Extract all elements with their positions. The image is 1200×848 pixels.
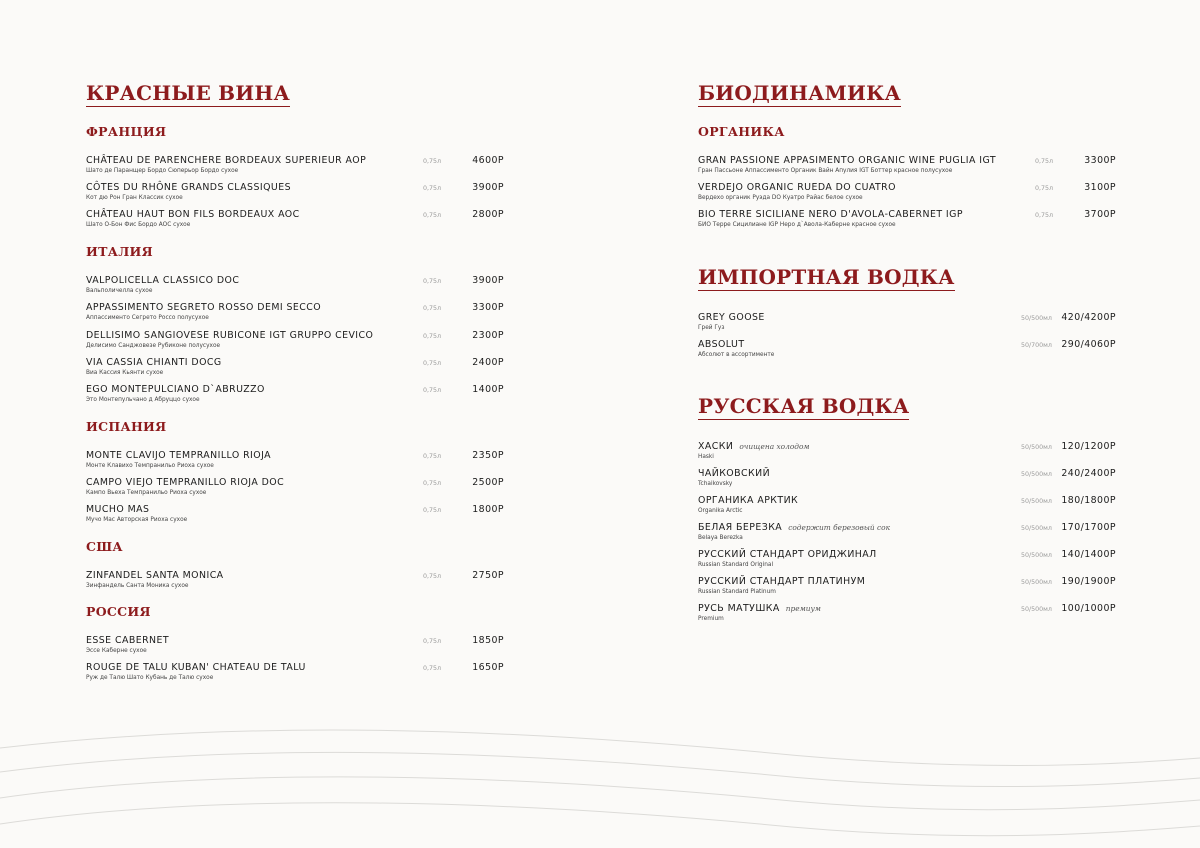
menu-item (86, 275, 504, 299)
category-france: ФРАНЦИЯ (86, 124, 167, 139)
item-price: 420/4200Р (1061, 312, 1116, 323)
item-note: содержит березовый сок (788, 523, 890, 532)
item-price: 240/2400Р (1061, 468, 1116, 479)
item-name: GRAN PASSIONE APPASIMENTO ORGANIC WINE PUGLIA IGT (698, 155, 997, 166)
item-volume: 0,75л (423, 387, 442, 394)
item-name: APPASSIMENTO SEGRETO ROSSO DEMI SECCO (86, 302, 322, 313)
item-volume: 0,75л (423, 158, 442, 165)
item-name: BIO TERRE SICILIANE NERO D'AVOLA-CABERNET IGP (698, 209, 963, 220)
item-subtitle: Organika Arctic (698, 508, 743, 514)
item-name: CÔTES DU RHÔNE GRANDS CLASSIQUES (86, 182, 291, 193)
item-subtitle: Делисимо Санджовезе Рубиконе полусухое (86, 343, 221, 349)
item-price: 1850Р (472, 635, 504, 646)
item-volume: 50/500мл (1021, 444, 1052, 451)
item-name: ROUGE DE TALU KUBAN' CHATEAU DE TALU (86, 662, 306, 673)
item-subtitle: Виа Кассия Кьянти сухое (86, 370, 164, 376)
item-price: 140/1400Р (1061, 549, 1116, 560)
menu-item (698, 549, 1116, 573)
category-usa: США (86, 539, 123, 554)
wave-line (0, 803, 1200, 836)
item-name: ESSE CABERNET (86, 635, 170, 646)
menu-item (698, 468, 1116, 492)
item-price: 3700Р (1084, 209, 1116, 220)
item-name: РУСЬ МАТУШКА премиум (698, 603, 821, 614)
item-subtitle: Кот дю Рон Гран Классик сухое (86, 195, 183, 201)
item-price: 2300Р (472, 330, 504, 341)
item-name: РУССКИЙ СТАНДАРТ ПЛАТИНУМ (698, 576, 866, 587)
menu-item (86, 384, 504, 408)
menu-item (86, 504, 504, 528)
item-subtitle: Абсолют в ассортименте (698, 352, 775, 358)
item-note: премиум (785, 604, 821, 613)
menu-item (698, 576, 1116, 600)
item-volume: 0,75л (423, 665, 442, 672)
item-price: 2800Р (472, 209, 504, 220)
menu-item (86, 357, 504, 381)
item-note: очищена холодом (739, 442, 810, 451)
item-volume: 50/500мл (1021, 552, 1052, 559)
item-volume: 50/500мл (1021, 498, 1052, 505)
item-price: 180/1800Р (1061, 495, 1116, 506)
menu-item (698, 155, 1116, 179)
item-subtitle: Шато О-Бон Фис Бордо АОС сухое (86, 222, 191, 228)
menu-item (86, 635, 504, 659)
item-subtitle: Руж де Талю Шато Кубань де Талю сухое (86, 675, 214, 681)
item-subtitle: Зинфандель Санта Моника сухое (86, 583, 189, 589)
item-volume: 50/500мл (1021, 606, 1052, 613)
menu-item (86, 302, 504, 326)
item-name: VALPOLICELLA CLASSICO DOC (86, 275, 240, 286)
item-name: ХАСКИ очищена холодом (698, 441, 810, 452)
menu-item (698, 603, 1116, 627)
category-organic: ОРГАНИКА (698, 124, 785, 139)
category-russia: РОССИЯ (86, 604, 151, 619)
item-subtitle: Мучо Мас Авторская Риоха сухое (86, 517, 188, 523)
menu-item (86, 450, 504, 474)
section-title-red-wines: КРАСНЫЕ ВИНА (86, 81, 290, 105)
item-name: ОРГАНИКА АРКТИК (698, 495, 799, 506)
item-volume: 0,75л (1035, 212, 1054, 219)
menu-item (86, 155, 504, 179)
item-price: 1400Р (472, 384, 504, 395)
category-italy: ИТАЛИЯ (86, 244, 153, 259)
item-price: 3900Р (472, 182, 504, 193)
item-name: БЕЛАЯ БЕРЕЗКА содержит березовый сок (698, 522, 890, 533)
item-subtitle: Это Монтепульчано д Абруццо сухое (86, 397, 200, 403)
item-price: 190/1900Р (1061, 576, 1116, 587)
item-name: DELLISIMO SANGIOVESE RUBICONE IGT GRUPPO CEVICO (86, 330, 374, 341)
menu-item (698, 312, 1116, 336)
item-name: CAMPO VIEJO TEMPRANILLO RIOJA DOC (86, 477, 285, 488)
item-price: 100/1000Р (1061, 603, 1116, 614)
item-subtitle: Russian Standard Platinum (698, 589, 776, 595)
item-volume: 50/500мл (1021, 525, 1052, 532)
item-price: 170/1700Р (1061, 522, 1116, 533)
item-volume: 50/500мл (1021, 579, 1052, 586)
menu-item (698, 182, 1116, 206)
item-subtitle: Аппассименто Сегрето Россо полусухое (86, 315, 209, 321)
menu-item (698, 441, 1116, 465)
item-subtitle: Гран Пассьоне Аппассименто Органик Вайн Апулия IGT Боттер красное полусухое (698, 168, 953, 174)
item-volume: 0,75л (423, 573, 442, 580)
item-subtitle: БИО Терре Сицилиане IGP Неро д`Авола-Каберне красное сухое (698, 222, 896, 228)
menu-item (698, 339, 1116, 363)
item-volume: 0,75л (1035, 158, 1054, 165)
item-name: MONTE CLAVIJO TEMPRANILLO RIOJA (86, 450, 272, 461)
item-price: 4600Р (472, 155, 504, 166)
item-price: 3100Р (1084, 182, 1116, 193)
item-volume: 0,75л (423, 278, 442, 285)
item-volume: 0,75л (423, 507, 442, 514)
item-volume: 50/500мл (1021, 471, 1052, 478)
menu-item (86, 662, 504, 686)
item-subtitle: Tchaikovsky (698, 481, 733, 487)
item-name: EGO MONTEPULCIANO D`ABRUZZO (86, 384, 265, 395)
item-subtitle: Шато де Паранщер Бордо Сюперьор Бордо сухое (86, 168, 239, 174)
item-volume: 0,75л (423, 638, 442, 645)
item-volume: 0,75л (423, 185, 442, 192)
item-subtitle: Russian Standard Original (698, 562, 774, 568)
item-price: 2350Р (472, 450, 504, 461)
item-subtitle: Belaya Berezka (698, 535, 743, 541)
wave-line (0, 777, 1200, 810)
item-price: 1800Р (472, 504, 504, 515)
item-price: 120/1200Р (1061, 441, 1116, 452)
wave-line (0, 730, 1200, 765)
item-price: 3300Р (1084, 155, 1116, 166)
menu-item (86, 477, 504, 501)
item-subtitle: Эссе Каберне сухое (86, 648, 147, 654)
item-name: ABSOLUT (698, 339, 745, 350)
item-name: РУССКИЙ СТАНДАРТ ОРИДЖИНАЛ (698, 549, 877, 560)
item-name: VIA CASSIA CHIANTI DOCG (86, 357, 222, 368)
item-price: 2500Р (472, 477, 504, 488)
item-name: ZINFANDEL SANTA MONICA (86, 570, 224, 581)
item-name: VERDEJO ORGANIC RUEDA DO CUATRO (698, 182, 896, 193)
item-price: 2750Р (472, 570, 504, 581)
item-subtitle: Вальполичелла сухое (86, 288, 153, 294)
item-price: 290/4060Р (1061, 339, 1116, 350)
item-subtitle: Монте Клавихо Темпранильо Риоха сухое (86, 463, 214, 469)
item-name: CHÂTEAU DE PARENCHERE BORDEAUX SUPERIEUR AOP (86, 155, 367, 166)
item-name: CHÂTEAU HAUT BON FILS BORDEAUX AOC (86, 209, 300, 220)
item-price: 3900Р (472, 275, 504, 286)
item-name: GREY GOOSE (698, 312, 765, 323)
decorative-waves (0, 700, 1200, 848)
item-subtitle: Premium (698, 616, 724, 622)
category-spain: ИСПАНИЯ (86, 419, 167, 434)
menu-item (698, 522, 1116, 546)
item-name: MUCHO MAS (86, 504, 150, 515)
item-volume: 50/500мл (1021, 315, 1052, 322)
item-volume: 50/700мл (1021, 342, 1052, 349)
item-volume: 0,75л (423, 480, 442, 487)
section-title-import-vodka: ИМПОРТНАЯ ВОДКА (698, 265, 955, 289)
item-volume: 0,75л (423, 360, 442, 367)
menu-item (86, 570, 504, 594)
item-subtitle: Haski (698, 454, 714, 460)
menu-item (86, 330, 504, 354)
item-volume: 0,75л (423, 333, 442, 340)
menu-item (698, 209, 1116, 233)
menu-item (86, 182, 504, 206)
menu-item (86, 209, 504, 233)
section-title-biodynamics: БИОДИНАМИКА (698, 81, 901, 105)
item-price: 2400Р (472, 357, 504, 368)
item-subtitle: Кампо Вьеха Темпранильо Риоха сухое (86, 490, 207, 496)
item-price: 1650Р (472, 662, 504, 673)
item-name: ЧАЙКОВСКИЙ (698, 468, 771, 479)
item-volume: 0,75л (423, 305, 442, 312)
item-volume: 0,75л (423, 212, 442, 219)
section-title-russian-vodka: РУССКАЯ ВОДКА (698, 394, 910, 418)
item-volume: 0,75л (423, 453, 442, 460)
item-price: 3300Р (472, 302, 504, 313)
item-volume: 0,75л (1035, 185, 1054, 192)
item-subtitle: Грей Гуз (698, 325, 725, 331)
menu-item (698, 495, 1116, 519)
item-subtitle: Вердехо органик Руэда DO Куатро Райас белое сухое (698, 195, 863, 201)
